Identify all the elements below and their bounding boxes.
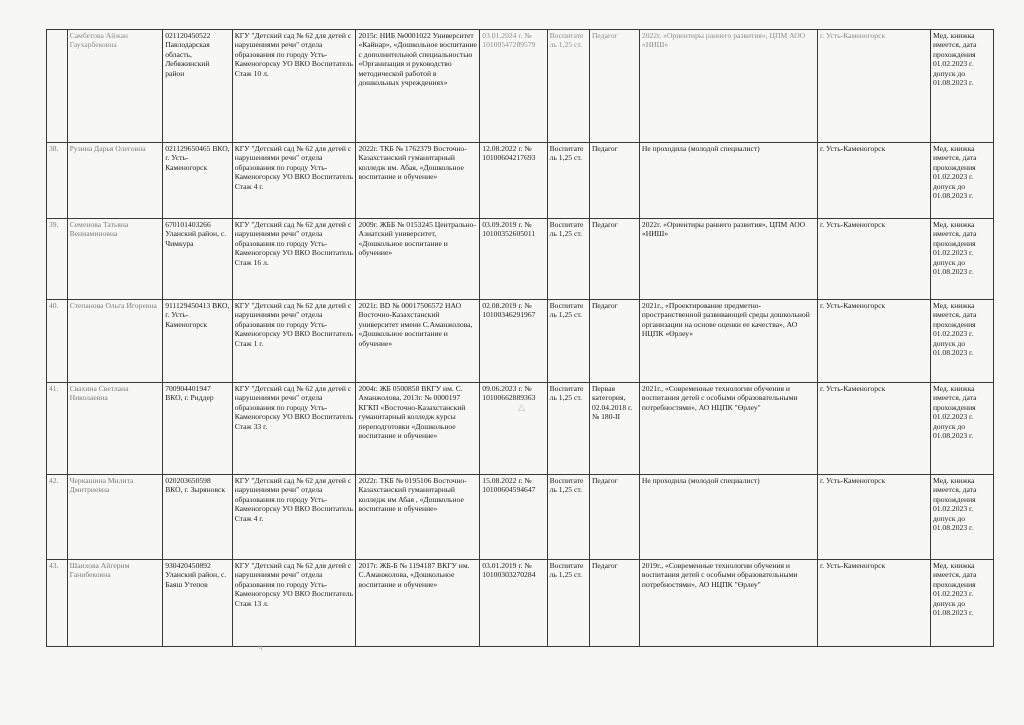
iin-birthplace: 021120450522 Павлодарская область, Лебяжинский район [163,30,233,143]
position: Воспитатель 1,25 ст. [547,383,589,475]
education: 2022г. ТКБ № 1762379 Восточно- Казахстанский гуманитарный колледж им. Абая, «Дошкольное воспитание и обучение» [356,143,480,219]
table-row [47,143,994,219]
certificate: 03.01.2019 г. № 10100303270284 [480,560,547,647]
category: Педагог [589,30,639,143]
table-row [47,560,994,647]
employee-name: Рузина Дарья Олеговна [67,143,163,219]
training-course: 2021г., «Проектирование предметно-пространственной развивающей среды дошкольной организации на основе оценки ее качества», АО НЦПК «Өрлеу» [639,300,817,383]
scan-mark: △ [518,402,525,412]
workplace: КГУ "Детский сад № 62 для детей с нарушениями речи" отдела образования по городу Усть-Каменогорску УО ВКО Воспитатель Стаж 1 г. [232,300,356,383]
position: Воспитатель 1,25 ст. [547,143,589,219]
medical-book: Мед. книжка имеется, дата прохождения 01.02.2023 г. допуск до 01.08.2023 г. [930,30,993,143]
medical-book: Мед. книжка имеется, дата прохождения 01.02.2023 г. допуск до 01.08.2023 г. [930,143,993,219]
medical-book: Мед. книжка имеется, дата прохождения 01.02.2023 г. допуск до 01.08.2023 г. [930,219,993,300]
table-row [47,219,994,300]
certificate: 02.08.2019 г. № 10100346291967 [480,300,547,383]
category: Педагог [589,300,639,383]
row-number: 43. [47,560,68,647]
scan-mark: ч [258,642,263,652]
staff-table [46,29,994,647]
table-row [47,475,994,560]
position: Воспитатель 1,25 ст. [547,475,589,560]
city: г. Усть-Каменогорск [818,219,931,300]
employee-name: Самбетова Айжан Гаухарбековна [67,30,163,143]
table-row [47,383,994,475]
workplace: КГУ "Детский сад № 62 для детей с нарушениями речи" отдела образования по городу Усть-Каменогорску УО ВКО Воспитатель Стаж 16 л. [232,219,356,300]
position: Воспитатель 1,25 ст. [547,30,589,143]
iin-birthplace: 670101403266 Уланский район, с. Чимкура [163,219,233,300]
city: г. Усть-Каменогорск [818,475,931,560]
workplace: КГУ "Детский сад № 62 для детей с нарушениями речи" отдела образования по городу Усть-Каменогорску УО ВКО Воспитатель Стаж 33 г. [232,383,356,475]
certificate: 09.06.2023 г. № 10100662889363 [480,383,547,475]
training-course: Не проходила (молодой специалист) [639,143,817,219]
category: Первая категория, 02.04.2018 г. № 180-II [589,383,639,475]
position: Воспитатель 1,25 ст. [547,560,589,647]
row-number: 39. [47,219,68,300]
employee-name: Семенова Татьяна Вениаминовна [67,219,163,300]
workplace: КГУ "Детский сад № 62 для детей с нарушениями речи" отдела образования по городу Усть-Каменогорску УО ВКО Воспитатель Стаж 13 л. [232,560,356,647]
category: Педагог [589,475,639,560]
education: 2022г. ТКБ № 0195106 Восточно- Казахстанский гуманитарный колледж им Абая , «Дошкольное воспитание и обучение» [356,475,480,560]
employee-name: Черкашина Милита Дмитриевна [67,475,163,560]
city: г. Усть-Каменогорск [818,30,931,143]
medical-book: Мед. книжка имеется, дата прохождения 01.02.2023 г. допуск до 01.08.2023 г. [930,383,993,475]
city: г. Усть-Каменогорск [818,143,931,219]
education: 2009г. ЖББ № 0153245 Центрально-Азиатский университет, «Дошкольное воспитание и обучение» [356,219,480,300]
employee-name: Свахина Светлана Николаевна [67,383,163,475]
training-course: 2022г. «Ориентиры раннего развития», ЦПМ АОО «НИШ» [639,219,817,300]
workplace: КГУ "Детский сад № 62 для детей с нарушениями речи" отдела образования по городу Усть-Каменогорску УО ВКО Воспитатель Стаж 4 г. [232,475,356,560]
category: Педагог [589,219,639,300]
workplace: КГУ "Детский сад № 62 для детей с нарушениями речи" отдела образования по городу Усть-Каменогорску УО ВКО Воспитатель Стаж 10 л. [232,30,356,143]
certificate: 03.09.2019 г. № 10100352605011 [480,219,547,300]
training-course: 2022г. «Ориентиры раннего развития», ЦПМ АОО «НИШ» [639,30,817,143]
city: г. Усть-Каменогорск [818,560,931,647]
education: 2017г. ЖБ-Б № 1194187 ВКГУ им. С.Аманжолова, «Дошкольное воспитание и обучение» [356,560,480,647]
iin-birthplace: 021129650465 ВКО, г. Усть-Каменогорск [163,143,233,219]
training-course: 2021г., «Современные технологии обучения и воспитания детей с особыми образовательными потребностями», АО НЦПК "Өрлеу" [639,383,817,475]
iin-birthplace: 911129450413 ВКО, г. Усть-Каменогорск [163,300,233,383]
category: Педагог [589,560,639,647]
education: 2015г. НИБ №0001022 Университет «Кайнар», «Дошкольное воспитание с дополнительной специальностью «Организация и руководство методической работой в дошкольных учреждениях» [356,30,480,143]
medical-book: Мед. книжка имеется, дата прохождения 01.02.2023 г. допуск до 01.08.2023 г. [930,300,993,383]
education: 2021г. BD № 00017506572 НАО Восточно-Казахстанский университет имени С.Аманжолова, «Дошкольное воспитание и обучение» [356,300,480,383]
iin-birthplace: 700904401947 ВКО, г. Риддер [163,383,233,475]
position: Воспитатель 1,25 ст. [547,300,589,383]
iin-birthplace: 930420450892 Уланский район, с. Баяш Утепов [163,560,233,647]
medical-book: Мед. книжка имеется, дата прохождения 01.02.2023 г. допуск до 01.08.2023 г. [930,475,993,560]
education: 2004г. ЖБ 0500858 ВКГУ им. С. Аманжолова, 2013г. № 0000197 КГКП «Восточно-Казахстанский гуманитарный колледж курсы переподготовки «Дошкольное воспитание и обучение» [356,383,480,475]
certificate: 12.08.2022 г. № 10100604217693 [480,143,547,219]
position: Воспитатель 1,25 ст. [547,219,589,300]
row-number [47,30,68,143]
workplace: КГУ "Детский сад № 62 для детей с нарушениями речи" отдела образования по городу Усть-Каменогорску УО ВКО Воспитатель Стаж 4 г. [232,143,356,219]
certificate: 03.01.2024 г. № 10100547289579 [480,30,547,143]
category: Педагог [589,143,639,219]
table-row [47,30,994,143]
city: г. Усть-Каменогорск [818,383,931,475]
employee-name: Шаихова Айгерим Ганибековна [67,560,163,647]
training-course: Не проходила (молодой специалист) [639,475,817,560]
row-number: 42. [47,475,68,560]
iin-birthplace: 020203650598 ВКО, г. Зыряновск [163,475,233,560]
training-course: 2019г., «Современные технологии обучения и воспитания детей с особыми образовательными потребностями», АО НЦПК "Өрлеу" [639,560,817,647]
row-number: 41. [47,383,68,475]
employee-name: Степанова Ольга Игоревна [67,300,163,383]
certificate: 15.08.2022 г. № 10100604594647 [480,475,547,560]
medical-book: Мед. книжка имеется, дата прохождения 01.02.2023 г. допуск до 01.08.2023 г. [930,560,993,647]
row-number: 38. [47,143,68,219]
table-row [47,300,994,383]
city: г. Усть-Каменогорск [818,300,931,383]
row-number: 40. [47,300,68,383]
